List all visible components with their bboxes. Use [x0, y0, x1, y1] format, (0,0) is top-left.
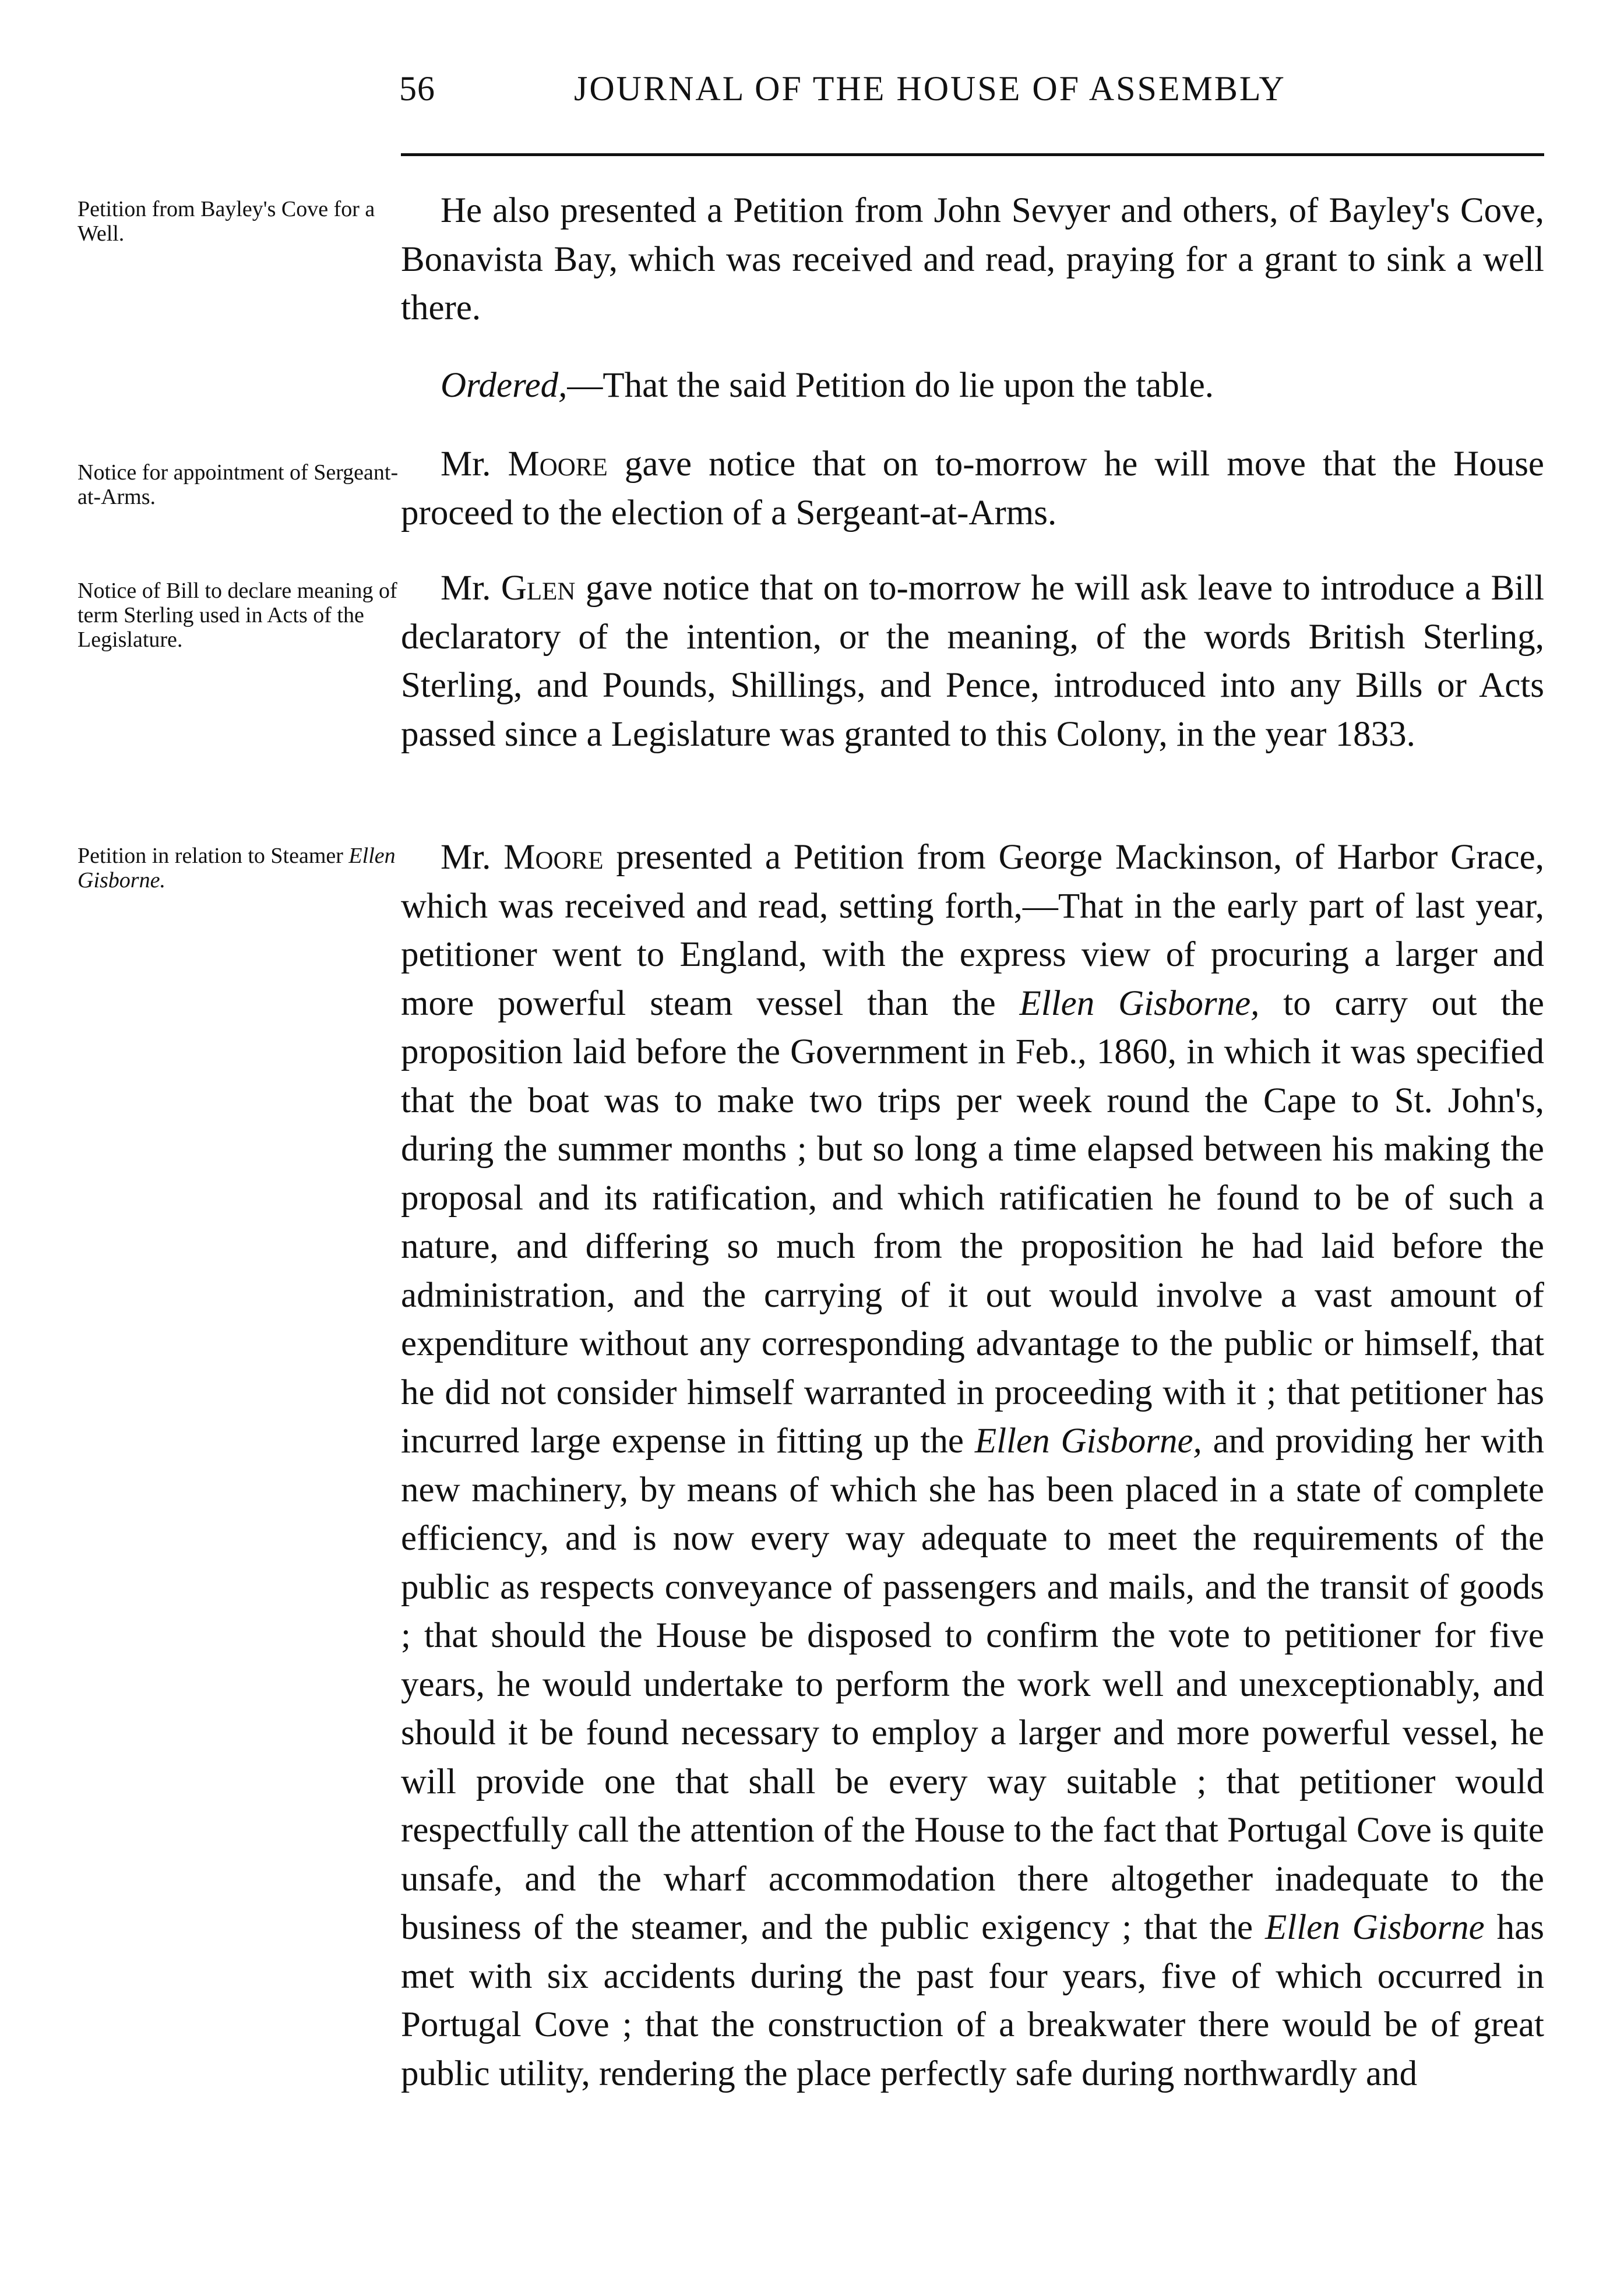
mackinson-text-2: to carry out the proposition laid before the Government in Feb., 1860, in which it was specified that the boat was to make two trips per week round the Cape to St. John's, during the summer months ; but so long a time elapsed between his making the proposal and its ratification, and which ratificatien he found to be of such a nature, and differing so much from the proposition he had laid before the administration, and the carrying of it out would involve a vast amount of expenditure without any corresponding advantage to the public or himself, that he did not consider himself warranted in proceeding with it ; that petitioner has incurred large expense in fitting up the [401, 983, 1544, 1461]
margin-note-steamer-text: Petition in relation to Steamer [77, 844, 343, 868]
sterling-notice-text: gave notice that on to-morrow he will ask leave to introduce a Bill declaratory of the intention, or the meaning, of the words British Sterling, Sterling, and Pounds, Shillings, and Pence, introduced into any Bills or Acts passed since a Legislature was granted to this Colony, in the year 1833. [401, 569, 1545, 754]
mr-prefix-1: Mr. [441, 445, 491, 484]
margin-note-sterling-bill: Notice of Bill to declare meaning of term Sterling used in Acts of the Legislature. [77, 579, 397, 652]
margin-note-bayleys-cove: Petition from Bayley's Cove for a Well. [77, 197, 375, 246]
mackinson-text-1: presented a Petition from George Mackinson, of Harbor Grace, which was received and read, setting forth,—That in the early part of last year, petitioner went to England, with the express view of procuring a larger and more powerful steam vessel than the [401, 838, 1544, 1023]
member-name-moore-1: Moore [508, 445, 608, 484]
entry-mackinson-petition [401, 833, 1544, 2098]
margin-note-steamer-petition [77, 844, 404, 893]
ship-name-1: Ellen Gisborne, [1019, 983, 1260, 1023]
member-name-moore-2: Moore [503, 838, 604, 877]
ship-name-3: Ellen Gisborne [1265, 1908, 1485, 1947]
entry-bayleys-petition: He also presented a Petition from John Sevyer and others, of Bayley's Cove, Bonavista Bay, which was received and read, praying for a grant to sink a well there. [401, 191, 1544, 327]
entry-sterling-notice [401, 564, 1544, 759]
sergeant-notice-text: gave notice that on to-morrow he will move that the House proceed to the election of a Sergeant-at-Arms. [401, 445, 1545, 532]
ordered-label: Ordered, [441, 366, 568, 405]
margin-note-sergeant-at-arms: Notice for appointment of Sergeant-at-Arms. [77, 460, 399, 509]
page-number: 56 [399, 69, 435, 108]
page-header [0, 69, 1624, 115]
mr-prefix-3: Mr. [441, 838, 491, 877]
mr-prefix-2: Mr. [441, 569, 491, 608]
running-head: JOURNAL OF THE HOUSE OF ASSEMBLY [574, 69, 1286, 108]
entry-ordered [401, 361, 1544, 410]
member-name-glen: Glen [501, 569, 576, 608]
mackinson-text-3: and providing her with new machinery, by means of which she has been placed in a state of complete efficiency, and is now every way adequate to meet the requirements of the public as respects conveyance of passengers and mails, and the transit of goods ; that should the House be disposed to confirm the vote to petitioner for five years, he would undertake to perform the work well and unexceptionably, and should it be found necessary to employ a larger and more powerful vessel, he will provide one that shall be every way suitable ; that petitioner would respectfully call the attention of the House to the fact that Portugal Cove is quite unsafe, and the wharf accommodation there altogether inadequate to the business of the steamer, and the public exigency ; that the [401, 1422, 1544, 1947]
entry-sergeant-notice [401, 440, 1544, 537]
margin-note-steamer-name: Ellen Gisborne. [77, 844, 396, 893]
ship-name-2: Ellen Gisborne, [974, 1422, 1202, 1461]
mackinson-text-4: has met with six accidents during the past four years, five of which occurred in Portugal Cove ; that the construction of a breakwater there would be of great public utility, rendering the place perfectly safe during northwardly and [401, 1908, 1544, 2093]
ordered-text: —That the said Petition do lie upon the table. [567, 366, 1214, 405]
header-rule [401, 153, 1544, 156]
